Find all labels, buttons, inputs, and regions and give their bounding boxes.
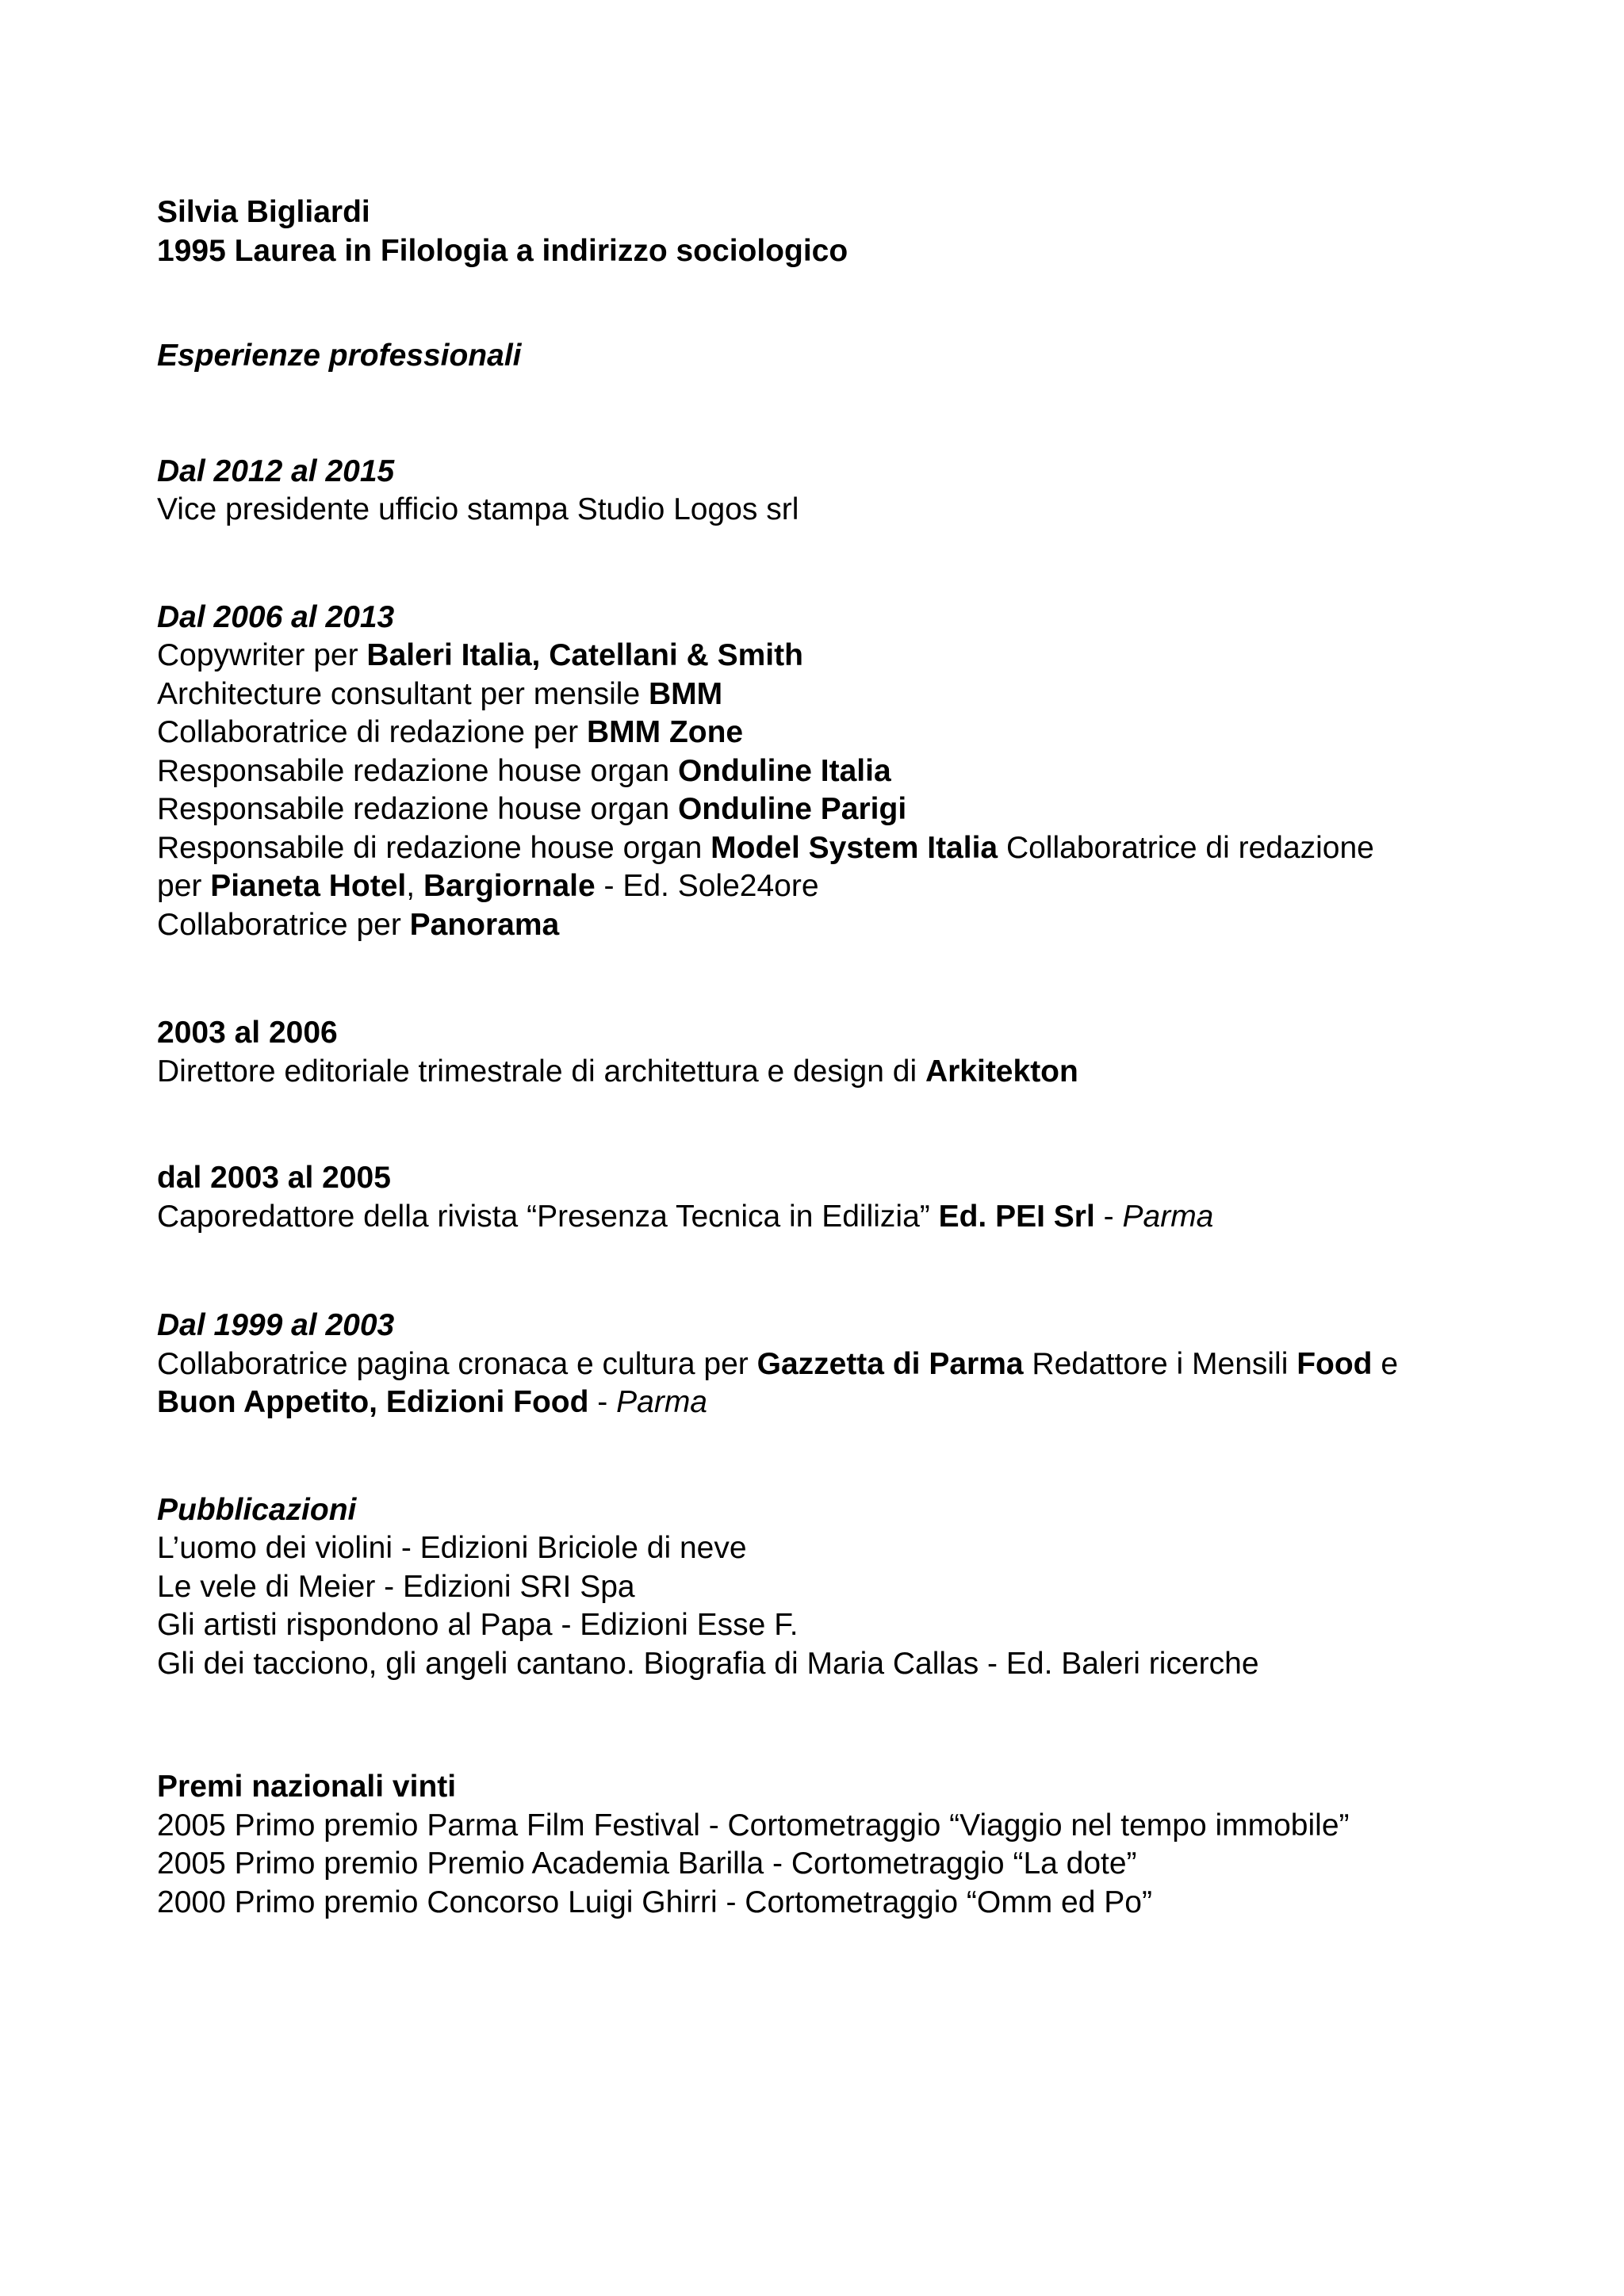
client-name: Baleri Italia, Catellani & Smith	[366, 638, 803, 672]
line-text: Redattore i Mensili	[1023, 1346, 1297, 1381]
line-text: -	[588, 1385, 617, 1419]
experience-heading: Esperienze professionali	[157, 339, 522, 373]
period-line	[157, 637, 1505, 675]
experience-period-2012-2015	[157, 453, 1505, 530]
client-name: Ed. PEI Srl	[938, 1199, 1095, 1234]
publication-item: L’uomo dei violini - Edizioni Briciole di neve	[157, 1531, 747, 1565]
client-name: Bargiornale	[423, 869, 596, 903]
publication-item: Gli dei tacciono, gli angeli cantano. Biografia di Maria Callas - Ed. Baleri ricerche	[157, 1646, 1259, 1681]
line-text: Responsabile redazione house organ	[157, 753, 678, 788]
publications-section	[157, 1491, 1505, 1684]
award-item: 2005 Primo premio Parma Film Festival - Cortometraggio “Viaggio nel tempo immobile”	[157, 1808, 1350, 1843]
line-text: Caporedattore della rivista “Presenza Tecnica in Edilizia”	[157, 1199, 939, 1234]
client-name: Buon Appetito, Edizioni Food	[157, 1385, 589, 1419]
line-text: Collaboratrice pagina cronaca e cultura per	[157, 1346, 757, 1381]
client-name: Food	[1297, 1346, 1373, 1381]
awards-section	[157, 1768, 1505, 1922]
period-line	[157, 1345, 1505, 1384]
period-title: Dal 2006 al 2013	[157, 599, 395, 634]
degree-line: 1995 Laurea in Filologia a indirizzo sociologico	[157, 233, 848, 268]
line-text: Direttore editoriale trimestrale di architettura e design di	[157, 1054, 925, 1089]
award-item: 2000 Primo premio Concorso Luigi Ghirri - Cortometraggio “Omm ed Po”	[157, 1885, 1152, 1919]
period-line	[157, 790, 1505, 829]
client-name: Model System Italia	[710, 830, 998, 865]
experience-period-2003-2006	[157, 1014, 1505, 1091]
publications-heading: Pubblicazioni	[157, 1492, 357, 1527]
client-name: Arkitekton	[925, 1054, 1078, 1089]
line-text: -	[1094, 1199, 1123, 1234]
line-text: Collaboratrice di redazione per	[157, 715, 587, 749]
line-text: Collaboratrice di redazione	[998, 830, 1374, 865]
experience-period-1999-2003	[157, 1307, 1505, 1422]
city-name: Parma	[1122, 1199, 1214, 1234]
line-text: Responsabile redazione house organ	[157, 792, 678, 826]
experience-period-2003-2005	[157, 1159, 1505, 1236]
awards-heading: Premi nazionali vinti	[157, 1770, 457, 1804]
period-line	[157, 1053, 1505, 1092]
period-line	[157, 906, 1505, 945]
award-item: 2005 Primo premio Premio Academia Barilla - Cortometraggio “La dote”	[157, 1846, 1137, 1881]
client-name: BMM	[648, 676, 723, 711]
period-line	[157, 867, 1505, 906]
client-name: Gazzetta di Parma	[756, 1346, 1024, 1381]
cv-document	[157, 193, 1505, 1922]
city-name: Parma	[616, 1385, 707, 1419]
client-name: Panorama	[409, 907, 560, 942]
period-title: dal 2003 al 2005	[157, 1161, 391, 1195]
period-title: 2003 al 2006	[157, 1016, 338, 1050]
line-text: per	[157, 869, 211, 903]
client-name: Pianeta Hotel	[210, 869, 407, 903]
client-name: Onduline Parigi	[677, 792, 907, 826]
period-line: Vice presidente ufficio stampa Studio Logos srl	[157, 492, 799, 526]
period-line	[157, 1198, 1505, 1237]
line-text: ,	[406, 869, 423, 903]
publication-item: Le vele di Meier - Edizioni SRI Spa	[157, 1569, 635, 1604]
experience-period-2006-2013	[157, 599, 1505, 945]
person-name: Silvia Bigliardi	[157, 195, 370, 229]
line-text: Responsabile di redazione house organ	[157, 830, 711, 865]
period-line	[157, 752, 1505, 791]
period-line	[157, 829, 1505, 868]
period-line	[157, 675, 1505, 714]
line-text: e	[1372, 1346, 1399, 1381]
period-line	[157, 1383, 1505, 1422]
period-line	[157, 714, 1505, 752]
period-title: Dal 2012 al 2015	[157, 453, 395, 488]
line-text: Collaboratrice per	[157, 907, 410, 942]
client-name: Onduline Italia	[677, 753, 891, 788]
client-name: BMM Zone	[586, 715, 744, 749]
publication-item: Gli artisti rispondono al Papa - Edizioni Esse F.	[157, 1608, 799, 1642]
line-text: Architecture consultant per mensile	[157, 676, 649, 711]
line-text: Copywriter per	[157, 638, 367, 672]
period-title: Dal 1999 al 2003	[157, 1308, 395, 1342]
line-text: - Ed. Sole24ore	[595, 869, 819, 903]
